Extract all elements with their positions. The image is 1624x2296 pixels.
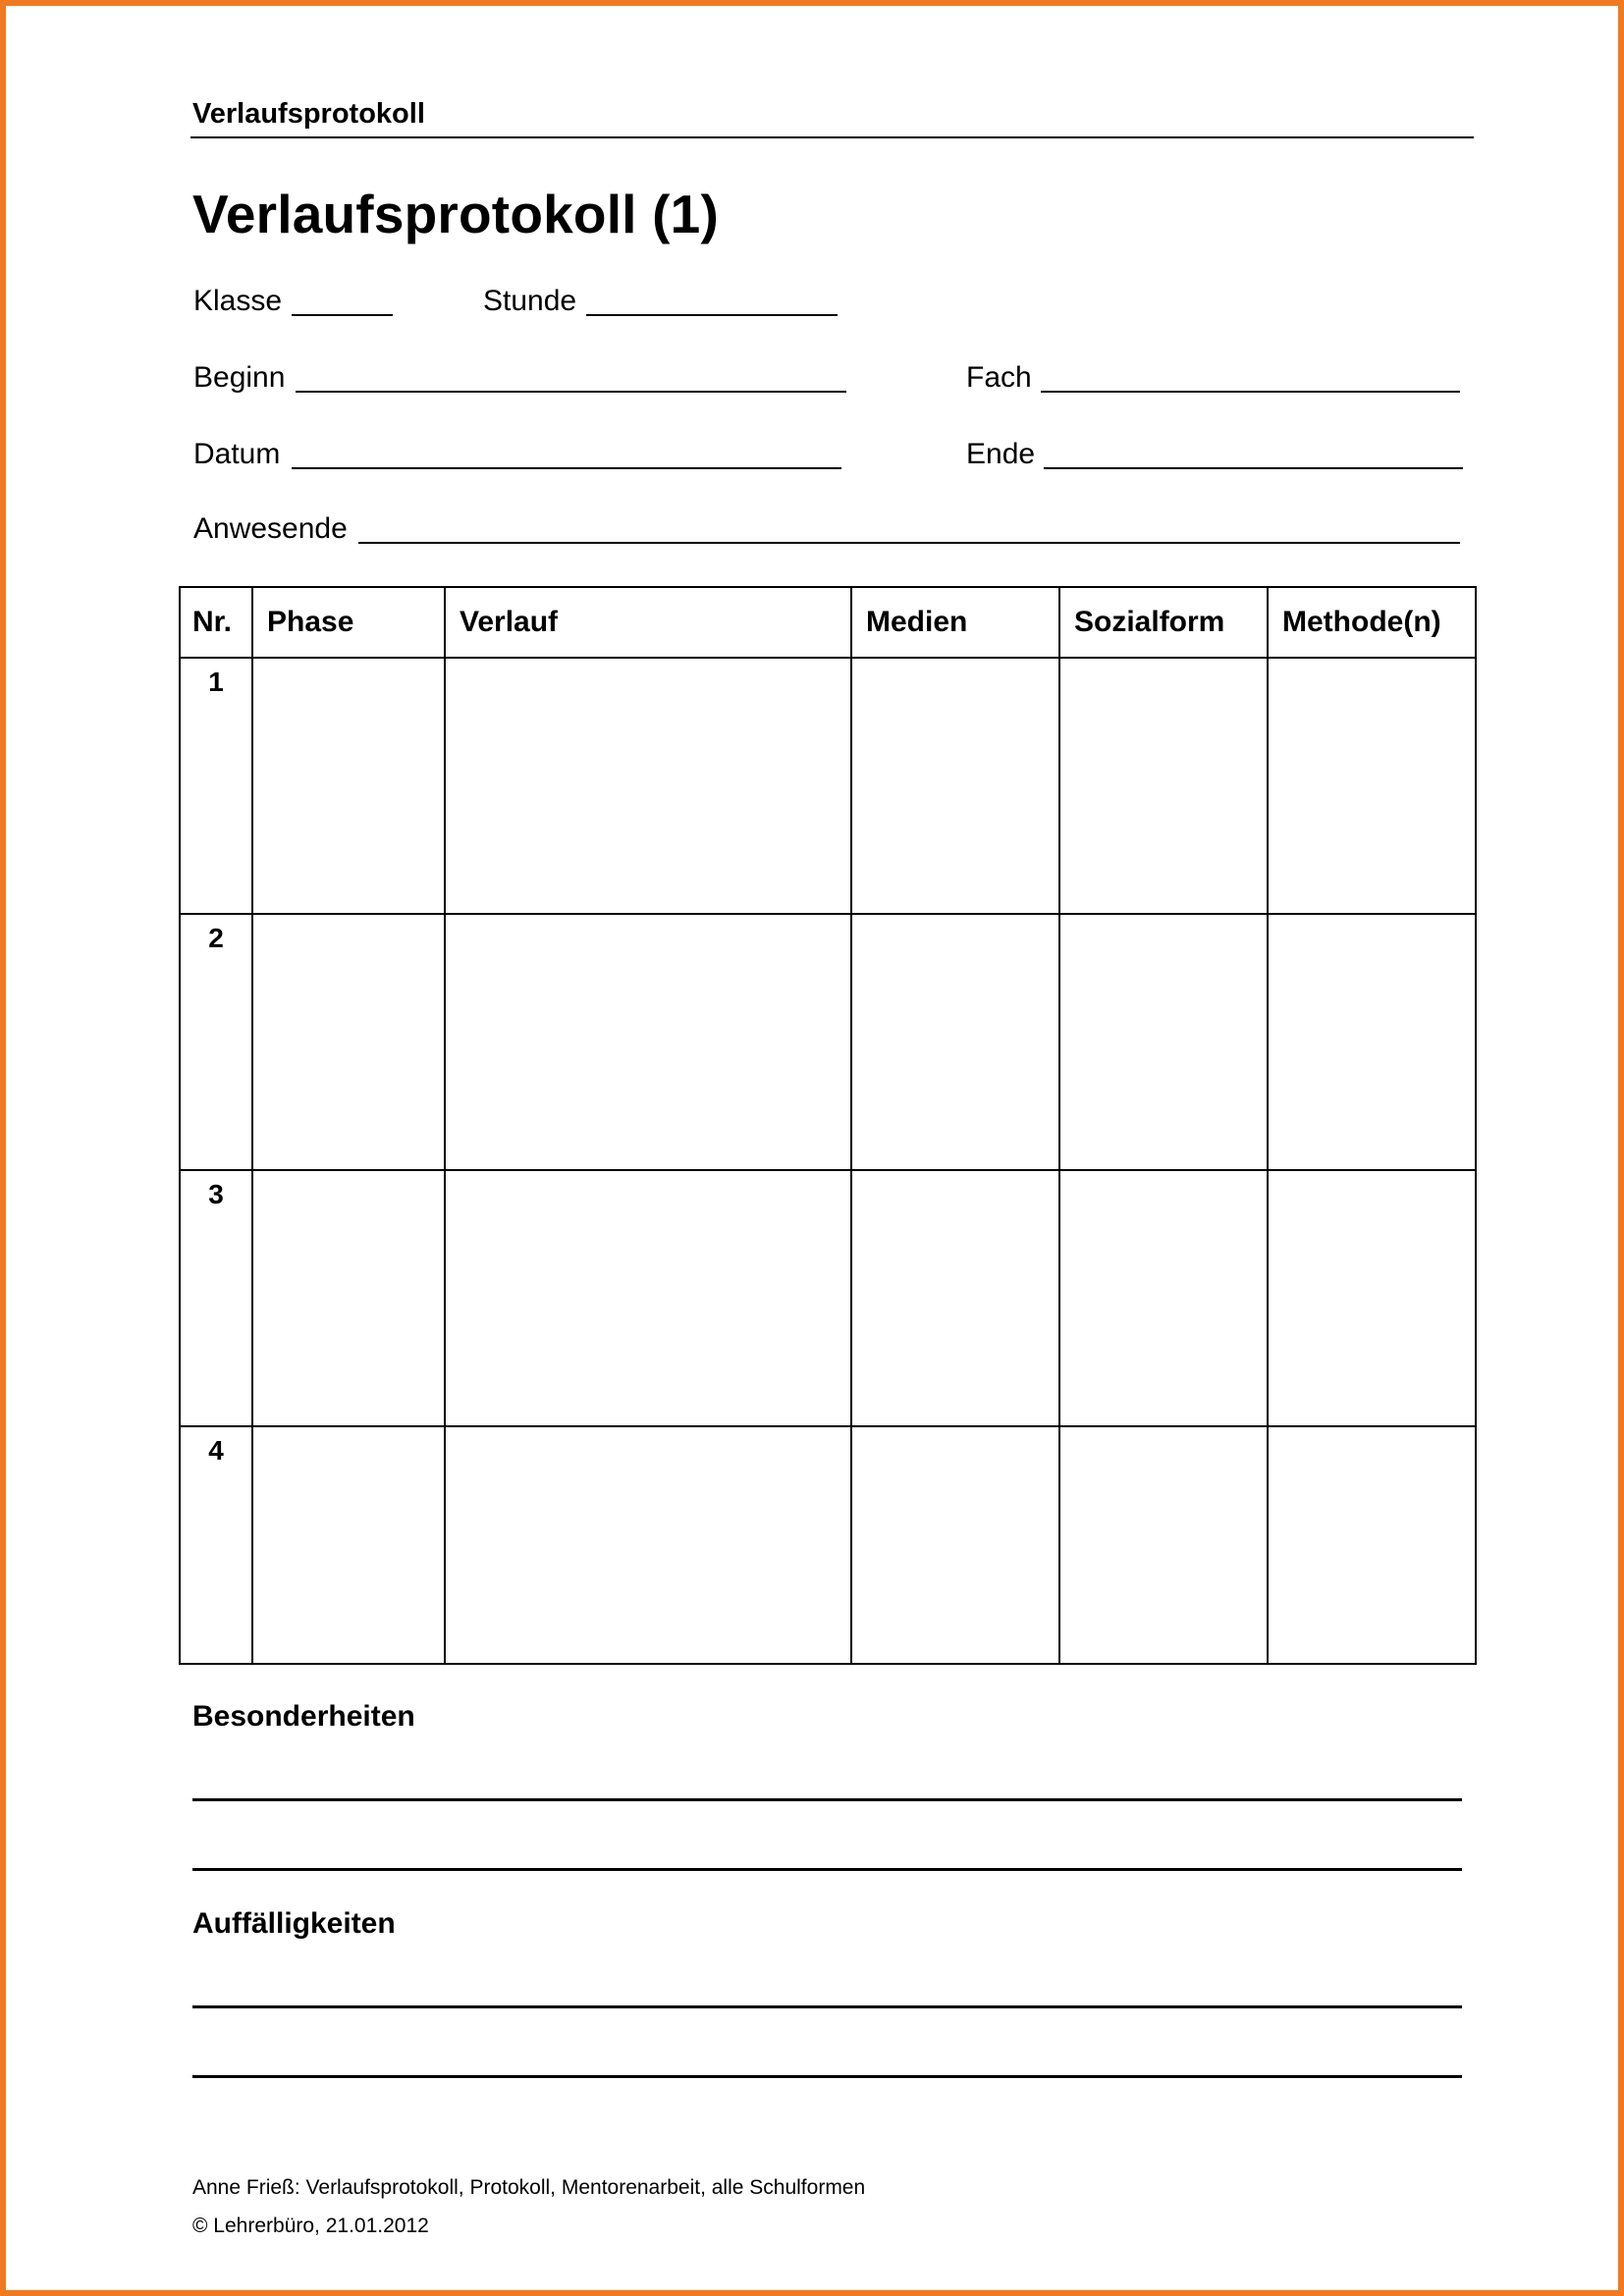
row-number: 4 <box>180 1426 252 1664</box>
column-header-sozialform: Sozialform <box>1059 587 1268 658</box>
stunde-label: Stunde <box>483 285 577 317</box>
table-row <box>180 914 1476 1170</box>
besonderheiten-heading: Besonderheiten <box>192 1700 415 1733</box>
footer-credit: Anne Frieß: Verlaufsprotokoll, Protokoll, Mentorenarbeit, alle Schulformen <box>192 2176 866 2199</box>
protocol-table <box>179 586 1477 1665</box>
anwesende-field[interactable] <box>358 542 1460 544</box>
table-row <box>180 1170 1476 1426</box>
beginn-label: Beginn <box>193 361 286 394</box>
phase-cell[interactable] <box>252 1170 445 1426</box>
medien-cell[interactable] <box>851 1170 1059 1426</box>
page-title: Verlaufsprotokoll (1) <box>192 184 719 244</box>
fach-label: Fach <box>966 361 1032 394</box>
medien-cell[interactable] <box>851 658 1059 914</box>
verlauf-cell[interactable] <box>445 914 851 1170</box>
verlauf-cell[interactable] <box>445 1170 851 1426</box>
datum-label: Datum <box>193 438 281 470</box>
phase-cell[interactable] <box>252 658 445 914</box>
column-header-phase: Phase <box>252 587 445 658</box>
ende-field[interactable] <box>1044 467 1463 469</box>
methoden-cell[interactable] <box>1268 658 1476 914</box>
phase-cell[interactable] <box>252 1426 445 1664</box>
row-number: 1 <box>180 658 252 914</box>
klasse-label: Klasse <box>193 285 283 317</box>
verlauf-cell[interactable] <box>445 658 851 914</box>
table-row <box>180 1426 1476 1664</box>
column-header-verlauf: Verlauf <box>445 587 851 658</box>
besonderheiten-line[interactable] <box>192 1798 1462 1801</box>
methoden-cell[interactable] <box>1268 914 1476 1170</box>
methoden-cell[interactable] <box>1268 1170 1476 1426</box>
sozialform-cell[interactable] <box>1059 914 1268 1170</box>
medien-cell[interactable] <box>851 1426 1059 1664</box>
sozialform-cell[interactable] <box>1059 658 1268 914</box>
medien-cell[interactable] <box>851 914 1059 1170</box>
methoden-cell[interactable] <box>1268 1426 1476 1664</box>
klasse-field[interactable] <box>292 314 393 316</box>
row-number: 2 <box>180 914 252 1170</box>
stunde-field[interactable] <box>586 314 838 316</box>
table-row <box>180 658 1476 914</box>
auffaelligkeiten-line[interactable] <box>192 2005 1462 2008</box>
anwesende-label: Anwesende <box>193 512 348 545</box>
besonderheiten-line[interactable] <box>192 1868 1462 1871</box>
column-header-medien: Medien <box>851 587 1059 658</box>
column-header-nr: Nr. <box>180 587 252 658</box>
fach-field[interactable] <box>1041 391 1460 393</box>
sozialform-cell[interactable] <box>1059 1426 1268 1664</box>
auffaelligkeiten-heading: Auffälligkeiten <box>192 1907 396 1940</box>
auffaelligkeiten-line[interactable] <box>192 2075 1462 2078</box>
phase-cell[interactable] <box>252 914 445 1170</box>
datum-field[interactable] <box>292 467 841 469</box>
column-header-methoden: Methode(n) <box>1268 587 1476 658</box>
running-header: Verlaufsprotokoll <box>192 98 425 130</box>
beginn-field[interactable] <box>296 391 846 393</box>
ende-label: Ende <box>966 438 1036 470</box>
sozialform-cell[interactable] <box>1059 1170 1268 1426</box>
row-number: 3 <box>180 1170 252 1426</box>
table-header-row <box>180 587 1476 658</box>
footer-copyright: © Lehrerbüro, 21.01.2012 <box>192 2215 429 2237</box>
header-rule <box>190 136 1474 138</box>
verlauf-cell[interactable] <box>445 1426 851 1664</box>
